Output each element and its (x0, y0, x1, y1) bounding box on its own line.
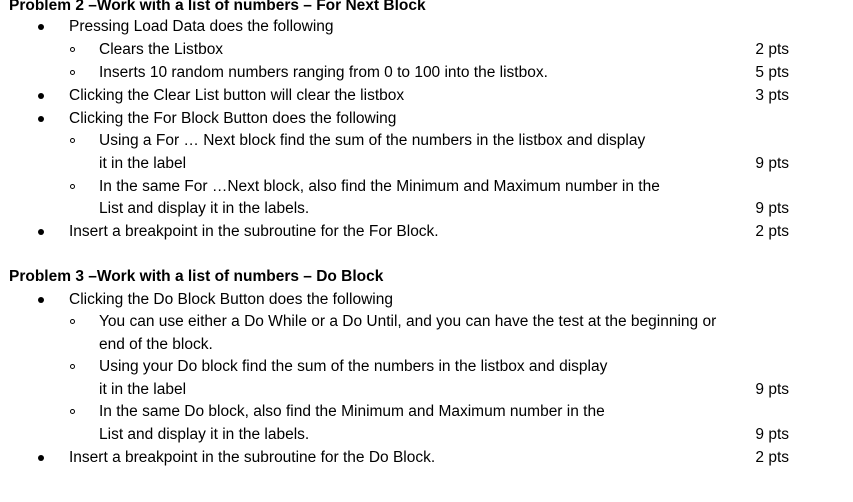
sub-bullet-icon (70, 319, 75, 324)
sub-bullet-icon (70, 184, 75, 189)
points-label: 9 pts (755, 155, 789, 172)
sub-bullet-icon (70, 364, 75, 369)
bullet-icon (38, 116, 44, 122)
sub-bullet-icon (70, 47, 75, 52)
list-item-continuation: List and display it in the labels. (99, 200, 310, 217)
list-item-continuation: end of the block. (99, 336, 213, 353)
list-item: Clicking the For Block Button does the following (69, 110, 397, 127)
points-label: 3 pts (755, 87, 789, 104)
list-item: Clears the Listbox (99, 41, 224, 58)
list-item-continuation: it in the label (99, 155, 187, 172)
points-label: 9 pts (755, 200, 789, 217)
list-item-continuation: List and display it in the labels. (99, 426, 310, 443)
list-item: In the same Do block, also find the Minimum and Maximum number in the (99, 403, 605, 420)
list-item: You can use either a Do While or a Do Until, and you can have the test at the beginning or (99, 313, 717, 330)
list-item: Clicking the Do Block Button does the following (69, 291, 393, 308)
points-label: 2 pts (755, 41, 789, 58)
sub-bullet-icon (70, 409, 75, 414)
sub-bullet-icon (70, 138, 75, 143)
list-item: Clicking the Clear List button will clear the listbox (69, 87, 405, 104)
points-label: 2 pts (755, 223, 789, 240)
bullet-icon (38, 24, 44, 30)
list-item: Pressing Load Data does the following (69, 18, 334, 35)
bullet-icon (38, 93, 44, 99)
points-label: 5 pts (755, 64, 789, 81)
list-item: In the same For …Next block, also find the Minimum and Maximum number in the (99, 178, 660, 195)
list-item-continuation: it in the label (99, 381, 187, 398)
list-item: Insert a breakpoint in the subroutine for the Do Block. (69, 449, 436, 466)
list-item: Inserts 10 random numbers ranging from 0 to 100 into the listbox. (99, 64, 548, 81)
problem-2-heading: Problem 2 –Work with a list of numbers – For Next Block (9, 0, 426, 14)
problem-3-heading: Problem 3 –Work with a list of numbers – Do Block (9, 268, 384, 285)
points-label: 9 pts (755, 426, 789, 443)
bullet-icon (38, 297, 44, 303)
points-label: 2 pts (755, 449, 789, 466)
list-item: Insert a breakpoint in the subroutine for the For Block. (69, 223, 439, 240)
list-item: Using your Do block find the sum of the numbers in the listbox and display (99, 358, 608, 375)
list-item: Using a For … Next block find the sum of the numbers in the listbox and display (99, 132, 646, 149)
bullet-icon (38, 455, 44, 461)
points-label: 9 pts (755, 381, 789, 398)
bullet-icon (38, 229, 44, 235)
sub-bullet-icon (70, 70, 75, 75)
